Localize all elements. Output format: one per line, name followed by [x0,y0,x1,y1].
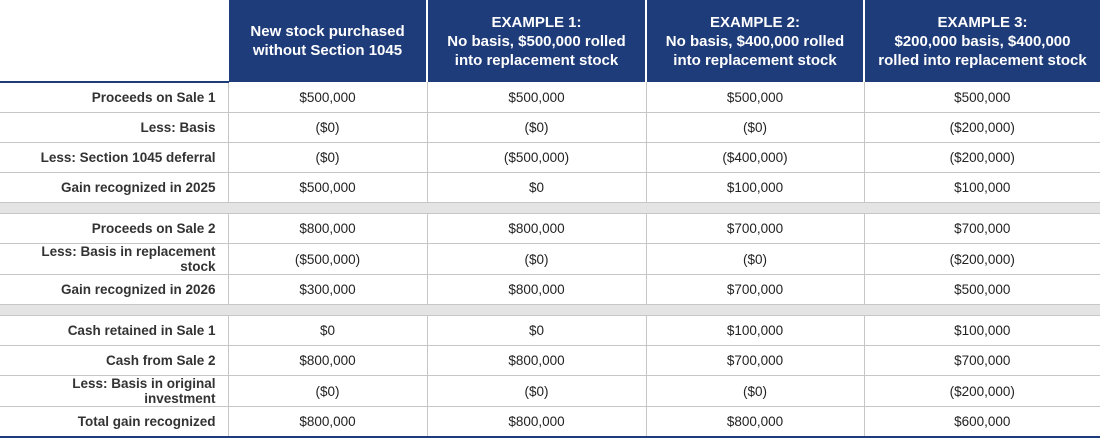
header-col-example-2 [646,0,864,82]
table-row [0,275,1100,305]
table-cell: $500,000 [864,275,1100,305]
table-row [0,376,1100,407]
table-cell: $800,000 [646,407,864,438]
row-label: Less: Basis in original investment [0,376,228,407]
row-label: Less: Section 1045 deferral [0,143,228,173]
table-cell: ($500,000) [427,143,646,173]
header-line: No basis, $500,000 rolled [447,32,626,50]
table-cell: ($0) [646,244,864,275]
row-label: Cash from Sale 2 [0,346,228,376]
table-cell: $500,000 [427,82,646,113]
table-cell: ($400,000) [646,143,864,173]
table-row [0,113,1100,143]
header-row [0,0,1100,82]
table-cell: $100,000 [864,316,1100,346]
table-cell: $800,000 [228,214,427,244]
header-line: rolled into replacement stock [878,51,1087,69]
table-cell: ($0) [646,376,864,407]
row-label: Proceeds on Sale 1 [0,82,228,113]
table-cell: $800,000 [427,275,646,305]
table-cell: ($0) [646,113,864,143]
table-cell: ($0) [228,113,427,143]
table-cell: $500,000 [228,82,427,113]
table-cell: $700,000 [646,275,864,305]
table-cell: ($200,000) [864,244,1100,275]
header-line: into replacement stock [673,51,837,69]
table-cell: $100,000 [864,173,1100,203]
table-cell: ($0) [427,244,646,275]
table-cell: $0 [427,173,646,203]
header-line: EXAMPLE 2: [709,13,800,31]
table-row [0,82,1100,113]
table-row [0,173,1100,203]
table-cell: $300,000 [228,275,427,305]
header-col-example-3 [864,0,1100,82]
table-cell: $700,000 [646,214,864,244]
header-line: into replacement stock [454,51,619,69]
table-cell: $500,000 [646,82,864,113]
table-cell: $500,000 [228,173,427,203]
table-cell: ($0) [228,376,427,407]
table-cell: ($0) [427,376,646,407]
table-cell: ($200,000) [864,143,1100,173]
header-line: No basis, $400,000 rolled [665,32,845,50]
header-line: $200,000 basis, $400,000 [894,32,1071,50]
row-label: Gain recognized in 2026 [0,275,228,305]
table-cell: $700,000 [864,214,1100,244]
section-separator [0,305,1100,316]
table-cell: $600,000 [864,407,1100,438]
separator-cell [0,203,1100,214]
table-cell: $0 [228,316,427,346]
row-label: Less: Basis in replacement stock [0,244,228,275]
table-cell: $800,000 [427,407,646,438]
table-cell: $800,000 [228,346,427,376]
table-row [0,346,1100,376]
row-label: Proceeds on Sale 2 [0,214,228,244]
table-cell: $0 [427,316,646,346]
table-cell: ($0) [427,113,646,143]
table-cell: $100,000 [646,173,864,203]
table-cell: $100,000 [646,316,864,346]
header-line: New stock purchased [250,23,405,40]
section-separator [0,203,1100,214]
header-line: EXAMPLE 3: [937,13,1028,31]
table-row [0,316,1100,346]
table-cell: $500,000 [864,82,1100,113]
header-line: EXAMPLE 1: [491,13,582,31]
table-row [0,244,1100,275]
separator-cell [0,305,1100,316]
table-cell: ($0) [228,143,427,173]
table-cell: ($200,000) [864,376,1100,407]
table-cell: $800,000 [228,407,427,438]
table-row-total [0,407,1100,438]
header-line: without Section 1045 [252,42,403,59]
header-corner [0,0,228,82]
table-row [0,214,1100,244]
row-label: Less: Basis [0,113,228,143]
row-label: Gain recognized in 2025 [0,173,228,203]
row-label: Total gain recognized [0,407,228,438]
table-cell: $800,000 [427,346,646,376]
table-cell: $800,000 [427,214,646,244]
header-col-example-1 [427,0,646,82]
table-cell: $700,000 [646,346,864,376]
table-cell: $700,000 [864,346,1100,376]
row-label: Cash retained in Sale 1 [0,316,228,346]
table-cell: ($500,000) [228,244,427,275]
table-cell: ($200,000) [864,113,1100,143]
header-col-no-1045 [228,0,427,82]
table-row [0,143,1100,173]
